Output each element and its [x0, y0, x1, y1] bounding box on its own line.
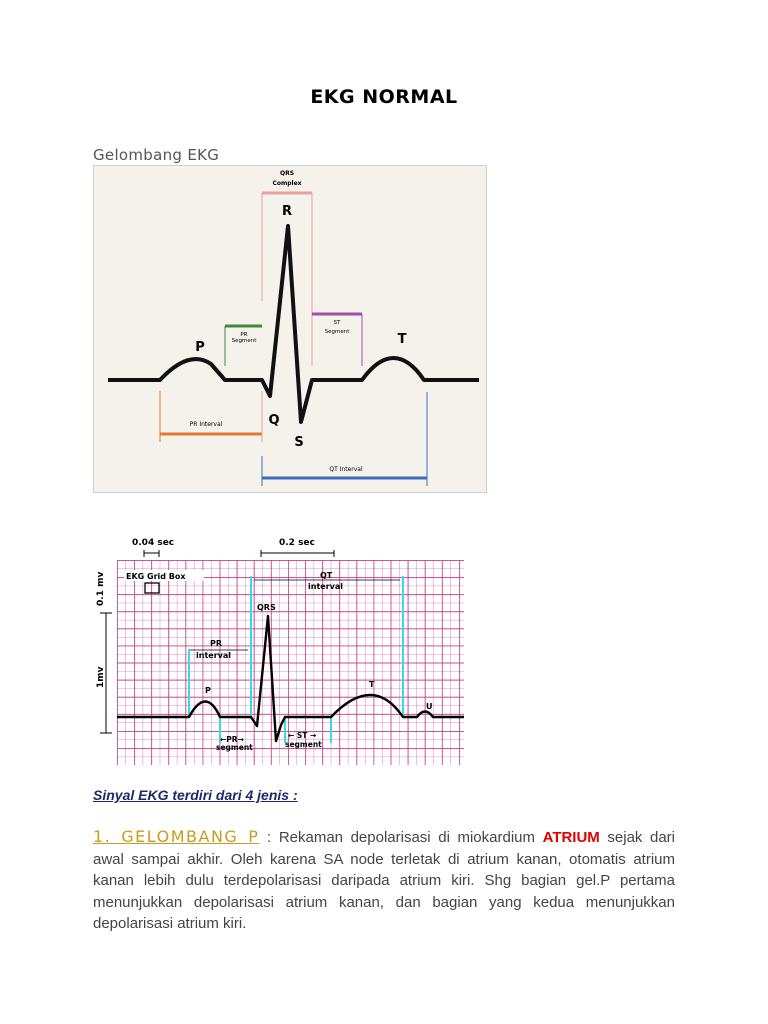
item-1-heading: 1. GELOMBANG P: [93, 827, 260, 846]
p-wave-label: P: [195, 340, 205, 355]
section-heading: Gelombang EKG: [93, 146, 220, 164]
item-1-paragraph: [93, 826, 675, 935]
mv-1-label: 1mv: [96, 666, 106, 688]
t-wave-label: T: [397, 332, 407, 347]
st-segment-label-2: Segment: [324, 329, 350, 335]
subtitle: Sinyal EKG terdiri dari 4 jenis :: [93, 787, 298, 803]
qrs-label: QRS: [257, 603, 276, 612]
ekg-waveform: [108, 226, 479, 422]
s-wave-label: S: [294, 435, 304, 450]
u-label: U: [426, 702, 433, 711]
p-label: P: [205, 686, 211, 695]
pr-interval-label: interval: [196, 651, 231, 660]
pr-label: PR: [210, 639, 223, 648]
qt-interval-label: QT Interval: [329, 466, 363, 473]
r-wave-label: R: [281, 204, 293, 219]
pr-segment-label-2: segment: [216, 743, 253, 752]
qt-interval-label: interval: [308, 582, 343, 591]
sec-02-label: 0.2 sec: [279, 538, 315, 548]
t-label: T: [369, 680, 375, 689]
ekg-grid-svg: [88, 528, 468, 768]
q-wave-label: Q: [268, 413, 280, 428]
pr-segment-label-2: Segment: [231, 338, 257, 344]
ekg-grid-figure: [88, 528, 468, 768]
item-1-text-before: Rekaman depolarisasi di miokardium: [278, 829, 543, 846]
pr-interval-label: PR Interval: [189, 421, 223, 428]
pr-segment-label-1: PR: [240, 332, 248, 338]
qt-label: QT: [320, 571, 333, 580]
ekg-waveform-svg: [94, 166, 486, 492]
st-segment-label-1: ST: [333, 320, 341, 326]
qrs-complex-label-1: QRS: [279, 170, 295, 177]
st-segment-label-1: ← ST →: [288, 731, 317, 740]
ekg-waveform-figure: [93, 165, 487, 493]
grid-box-label: EKG Grid Box: [126, 572, 186, 581]
page-title: EKG NORMAL: [310, 86, 458, 108]
pr-segment-label-1: ←PR→: [220, 735, 244, 744]
sec-004-label: 0.04 sec: [132, 538, 175, 548]
qrs-complex-label-2: Complex: [272, 180, 302, 187]
item-1-text-after: sejak dari awal sampai akhir. Oleh karena SA node terletak di atrium kanan, otomatis atrium kanan lebih dulu terdepolarisasi daripada atrium kiri. Shg bagian gel.P pertama menunjukkan depolarisasi atrium kanan, dan bagian yang kedua menunjukkan depolarisasi atrium kiri.: [93, 829, 676, 933]
item-1-separator: :: [259, 829, 279, 846]
atrium-highlight: ATRIUM: [542, 829, 600, 846]
st-segment-label-2: segment: [285, 740, 322, 749]
mv-01-label: 0.1 mv: [96, 571, 106, 606]
